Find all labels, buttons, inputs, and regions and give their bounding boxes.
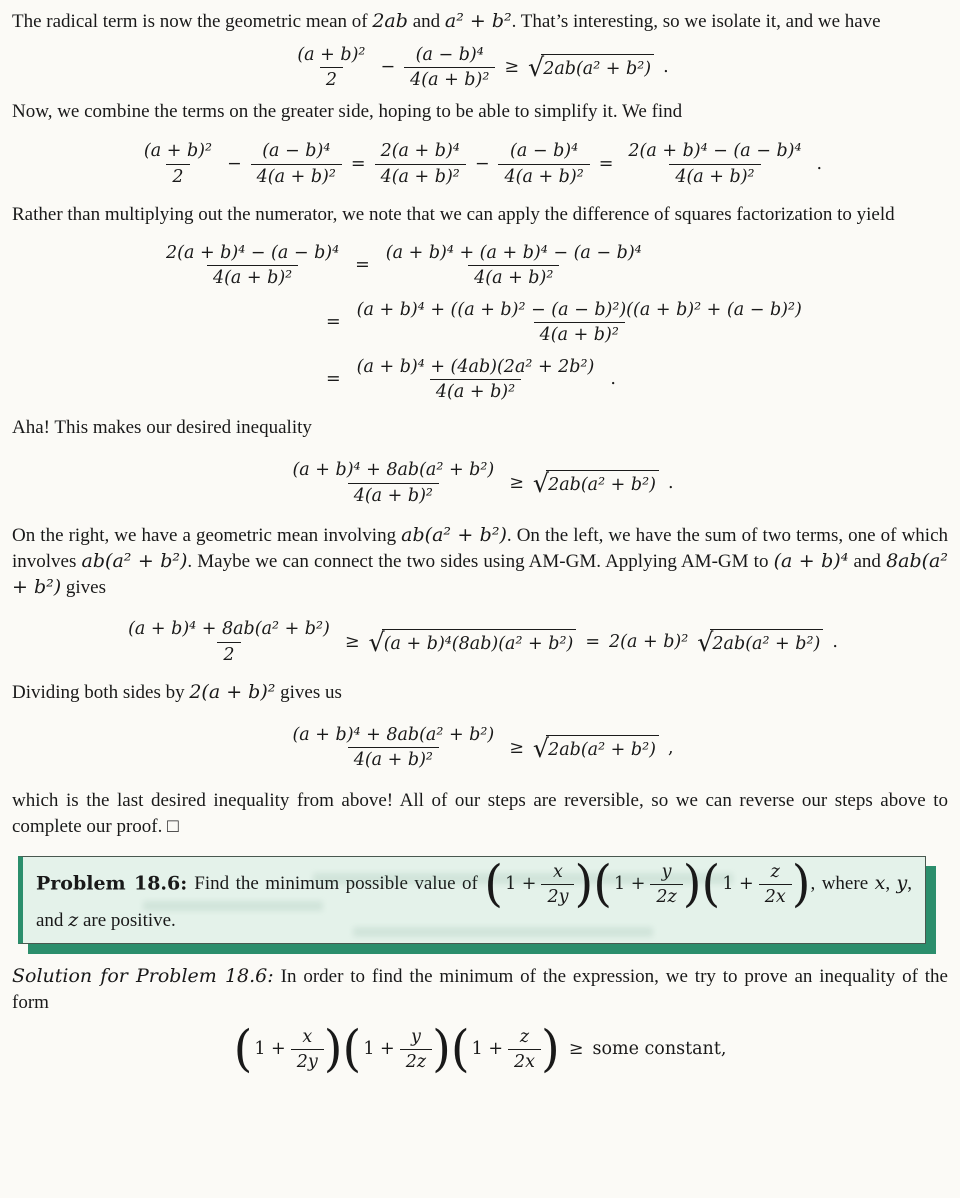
square-root xyxy=(697,629,823,656)
numerator: (a + b)² xyxy=(143,141,212,162)
fraction xyxy=(759,861,792,909)
text-run: Rather than multiplying out the numerator, we note that we can apply the difference of squares factorization to yield xyxy=(12,204,895,226)
equals-operator: = xyxy=(326,368,341,389)
fraction xyxy=(380,242,648,290)
fraction xyxy=(286,459,500,507)
fraction xyxy=(400,1026,432,1074)
right-paren: ) xyxy=(432,1020,451,1079)
fraction xyxy=(122,618,336,666)
right-paren: ) xyxy=(682,854,702,914)
text-run: , where xyxy=(810,872,875,894)
numerator: (a + b)² xyxy=(297,44,366,65)
radical-sign-icon: √ xyxy=(368,627,385,657)
square-root xyxy=(528,54,654,81)
fraction xyxy=(404,44,495,92)
factor xyxy=(342,1020,451,1079)
solution-text: In order to find the minimum of the expression, we try to prove an inequality of the form xyxy=(12,966,948,1013)
numerator: (a + b)⁴ + 8ab(a² + b²) xyxy=(292,725,495,746)
paragraph-difference-of-squares xyxy=(12,202,948,228)
geq-relation: ≥ xyxy=(504,57,520,78)
denominator: 2z xyxy=(400,1049,432,1073)
numerator: 2(a + b)⁴ − (a − b)⁴ xyxy=(628,141,802,162)
paragraph-dividing xyxy=(12,680,948,706)
equals-operator: = xyxy=(355,255,370,276)
radical-sign-icon: √ xyxy=(532,732,550,763)
solution-label: Solution for Problem 18.6: xyxy=(12,965,274,988)
inline-math: x xyxy=(874,871,886,894)
numerator: y xyxy=(410,1026,421,1047)
right-paren: ) xyxy=(323,1020,343,1079)
numerator: z xyxy=(770,861,780,882)
factor xyxy=(701,854,811,914)
fraction xyxy=(650,861,682,909)
equals-operator: = xyxy=(350,153,366,174)
one-plus: 1 + xyxy=(614,873,646,894)
inline-math: ab(a² + b²) xyxy=(401,524,507,546)
left-paren: ( xyxy=(484,854,504,914)
constant-text: some constant, xyxy=(592,1039,727,1060)
fraction xyxy=(622,140,807,188)
punctuation: . xyxy=(663,57,669,78)
punctuation: , xyxy=(667,737,674,758)
radicand: 2ab(a² + b²) xyxy=(546,735,659,762)
radical-sign-icon: √ xyxy=(697,627,714,657)
one-plus: 1 + xyxy=(471,1039,503,1060)
equation-derivation-block xyxy=(12,242,948,403)
denominator: 4(a + b)² xyxy=(430,379,521,403)
text-run: and xyxy=(407,11,445,32)
denominator: 2 xyxy=(166,164,189,188)
numerator: (a − b)⁴ xyxy=(415,44,484,65)
square-root xyxy=(532,732,659,763)
fraction xyxy=(508,1026,541,1074)
numerator: (a + b)⁴ + ((a + b)² − (a − b)²)((a + b)² + (a − b)²) xyxy=(356,299,802,320)
geq-relation: ≥ xyxy=(344,632,360,652)
punctuation: . xyxy=(832,632,838,652)
product-expression xyxy=(484,854,811,914)
paragraph-combine-terms xyxy=(12,99,948,125)
left-paren: ( xyxy=(701,854,721,914)
print-bleed-artifact xyxy=(313,873,733,884)
paragraph-radical-term xyxy=(12,9,948,35)
factor xyxy=(233,1020,343,1079)
right-paren: ) xyxy=(791,854,811,914)
denominator: 4(a + b)² xyxy=(404,67,495,91)
fraction xyxy=(291,1026,324,1074)
denominator: 4(a + b)² xyxy=(498,164,589,188)
product-expression xyxy=(233,1020,560,1079)
inline-math: z xyxy=(68,909,79,932)
text-run: Now, we combine the terms on the greater side, hoping to be able to simplify it. We find xyxy=(12,100,683,122)
fraction xyxy=(541,861,574,909)
denominator: 2x xyxy=(759,884,792,908)
punctuation: . xyxy=(667,472,674,493)
denominator: 2y xyxy=(541,884,574,908)
text-run: □ xyxy=(167,815,179,837)
punctuation: . xyxy=(816,153,823,174)
numerator: x xyxy=(302,1026,313,1047)
numerator: y xyxy=(661,861,672,882)
text-run: On the right, we have a geometric mean involving xyxy=(12,525,402,546)
numerator: (a − b)⁴ xyxy=(510,141,579,162)
text-run: Dividing both sides by xyxy=(12,682,190,704)
denominator: 2x xyxy=(508,1049,541,1073)
equals-operator: = xyxy=(598,153,614,174)
derivation-line-1 xyxy=(160,242,948,290)
denominator: 2 xyxy=(217,642,240,666)
inline-math: 2(a + b)² xyxy=(609,632,689,652)
factor xyxy=(593,854,702,914)
text-run: . That’s interesting, so we isolate it, and we have xyxy=(511,11,881,32)
geq-relation: ≥ xyxy=(568,1039,584,1060)
radical-sign-icon: √ xyxy=(532,467,550,498)
denominator: 4(a + b)² xyxy=(348,483,439,507)
punctuation: . xyxy=(610,368,616,389)
denominator: 4(a + b)² xyxy=(348,747,439,771)
numerator: z xyxy=(519,1026,530,1047)
equals-operator: = xyxy=(326,311,341,332)
inline-math: ab(a² + b²) xyxy=(81,549,188,572)
inline-math: a² + b² xyxy=(444,10,512,32)
numerator: (a + b)⁴ + (a + b)⁴ − (a − b)⁴ xyxy=(385,243,642,264)
derivation-line-2 xyxy=(326,299,948,347)
text-run: . Maybe we can connect the two sides using AM-GM. Applying AM-GM to xyxy=(187,550,774,572)
numerator: (a + b)⁴ + (4ab)(2a² + 2b²) xyxy=(356,356,595,377)
one-plus: 1 + xyxy=(505,873,537,894)
square-root xyxy=(532,467,659,498)
left-paren: ( xyxy=(593,854,613,914)
denominator: 4(a + b)² xyxy=(468,265,559,289)
minus-operator: − xyxy=(227,153,242,174)
paragraph-aha xyxy=(12,415,948,441)
equals-operator: = xyxy=(585,632,601,652)
text-run: , and xyxy=(36,872,913,932)
radicand: 2ab(a² + b²) xyxy=(541,54,654,81)
denominator: 2z xyxy=(650,884,682,908)
square-root xyxy=(369,629,577,656)
numerator: 2(a + b)⁴ xyxy=(380,141,460,162)
inline-math: 2ab xyxy=(372,10,408,32)
text-run: , xyxy=(885,872,897,894)
denominator: 2 xyxy=(320,67,343,91)
radicand: 2ab(a² + b²) xyxy=(546,470,659,497)
one-plus: 1 + xyxy=(722,873,754,894)
text-run: gives xyxy=(61,576,107,598)
print-bleed-artifact xyxy=(143,901,323,911)
fraction xyxy=(291,44,371,92)
numerator: (a + b)⁴ + 8ab(a² + b²) xyxy=(128,619,330,640)
left-paren: ( xyxy=(233,1020,253,1079)
text-run: are positive. xyxy=(78,910,176,932)
text-run: . On the left, we have the sum of two terms, one of which involves xyxy=(12,525,949,572)
equation-final-inequality xyxy=(12,724,948,772)
fraction xyxy=(138,140,218,188)
inline-math: 2(a + b)² xyxy=(189,681,276,704)
equation-product-geq-constant xyxy=(12,1020,948,1079)
fraction xyxy=(351,356,601,404)
minus-operator: − xyxy=(380,57,396,78)
equation-combined-fractions xyxy=(12,140,948,188)
inline-math: 8ab(a² + b²) xyxy=(12,549,948,598)
problem-box xyxy=(18,856,926,945)
geq-relation: ≥ xyxy=(509,737,524,758)
factor xyxy=(450,1020,560,1079)
denominator: 4(a + b)² xyxy=(669,164,760,188)
radicand: 2ab(a² + b²) xyxy=(710,629,823,656)
inline-math: y xyxy=(896,871,908,894)
inline-math: (a + b)⁴ xyxy=(773,549,849,572)
one-plus: 1 + xyxy=(363,1039,395,1060)
numerator: 2(a + b)⁴ − (a − b)⁴ xyxy=(166,243,340,264)
right-paren: ) xyxy=(574,854,594,914)
numerator: (a − b)⁴ xyxy=(262,141,331,162)
numerator: x xyxy=(553,861,563,882)
equation-desired-inequality xyxy=(12,459,948,507)
fraction xyxy=(251,140,342,188)
equation-isolated-radical xyxy=(12,44,948,92)
derivation-line-3 xyxy=(326,356,948,404)
solution-paragraph xyxy=(12,964,948,1016)
radical-sign-icon: √ xyxy=(528,52,545,83)
denominator: 4(a + b)² xyxy=(375,164,466,188)
denominator: 4(a + b)² xyxy=(534,322,625,346)
one-plus: 1 + xyxy=(254,1039,286,1060)
text-run: and xyxy=(848,550,887,572)
denominator: 4(a + b)² xyxy=(251,164,342,188)
factor xyxy=(484,854,594,914)
fraction xyxy=(498,140,589,188)
fraction xyxy=(286,724,500,772)
fraction xyxy=(375,140,466,188)
denominator: 2y xyxy=(291,1049,324,1073)
text-run: which is the last desired inequality from above! All of our steps are reversible, so we can reverse our steps above to complete our proof. xyxy=(12,789,948,837)
print-bleed-artifact xyxy=(353,927,653,937)
right-paren: ) xyxy=(541,1020,560,1079)
text-run: Aha! This makes our desired inequality xyxy=(12,417,312,439)
problem-statement: Find the minimum possible value of xyxy=(194,872,478,894)
text-run: The radical term is now the geometric mean of xyxy=(12,11,373,32)
minus-operator: − xyxy=(474,153,490,174)
text-run: gives us xyxy=(275,682,342,704)
radicand: (a + b)⁴(8ab)(a² + b²) xyxy=(382,629,577,656)
geq-relation: ≥ xyxy=(509,472,524,493)
numerator: (a + b)⁴ + 8ab(a² + b²) xyxy=(292,460,495,481)
equation-am-gm-applied xyxy=(12,618,948,666)
left-paren: ( xyxy=(342,1020,362,1079)
left-paren: ( xyxy=(450,1020,470,1079)
fraction xyxy=(351,299,808,347)
problem-label: Problem 18.6: xyxy=(36,871,188,894)
paragraph-am-gm xyxy=(12,523,948,600)
denominator: 4(a + b)² xyxy=(207,265,298,289)
paragraph-proof-complete xyxy=(12,788,948,840)
fraction xyxy=(160,242,345,290)
